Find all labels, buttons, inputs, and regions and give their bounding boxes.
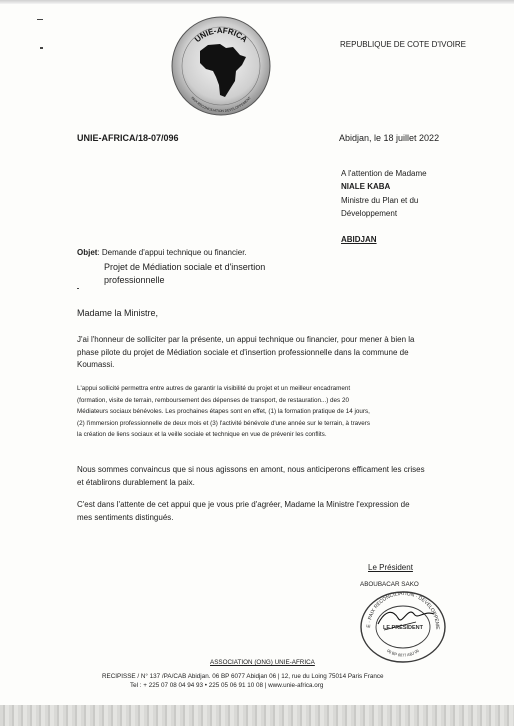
recipient-title-line1: Ministre du Plan et du [341, 196, 419, 205]
org-logo [170, 15, 272, 117]
paragraph-1: J'ai l'honneur de solliciter par la présente, un appui technique ou financier, pour mener à bien la phase pilote du projet de Médiation sociale et d'insertion professionnelle dans la commune de Koumassi. [77, 335, 415, 369]
svg-text:UNIE · PAIX RECONCILIATION · D [354, 584, 440, 630]
paragraph-4: C'est dans l'attente de cet appui que je vous prie d'agréer, Madame la Ministre l'expression de mes sentiments distingués. [77, 500, 410, 522]
recipient-city: ABIDJAN [341, 235, 377, 244]
official-stamp [354, 584, 452, 664]
logo-text: UNIE-AFRICA [192, 25, 250, 45]
svg-text:06 BP 6077 ABJ 06 [386, 648, 420, 658]
stamp-center-text: LE PRÉSIDENT [382, 625, 424, 631]
country-header: REPUBLIQUE DE COTE D'IVOIRE [340, 40, 466, 49]
footer-line2: Tel : + 225 07 08 04 94 93 • 225 05 06 91 10 08 | www.unie-africa.org [130, 682, 324, 689]
subject-line3: professionnelle [104, 275, 165, 285]
place-date: Abidjan, le 18 juillet 2022 [339, 133, 440, 143]
subject-line1: : Demande d'appui technique ou financier. [97, 248, 247, 257]
subject-label: Objet [77, 248, 98, 257]
salutation: Madame la Ministre, [77, 308, 159, 318]
scan-edge-top [0, 0, 514, 4]
paragraph-2: L'appui sollicité permettra entre autres de garantir la visibilité du projet et un meilleur encadrament (formation, visite de terrain, remboursement des dépenses de transport, de restauration...) des 20 Médiateurs sociaux bénévoles. Les prochaines étapes sont en effet, (1) la formation pratique de 14 jours, (2) l'immersion professionnelle de deux mois et (3) l'activité bénévole d'une année sur le terrain, à travers la création de liens sociaux et la veille sociale et technique en vue de prévenir les conflits. [77, 385, 371, 438]
signatory-name: ABOUBACAR SAKO [360, 581, 419, 588]
signature-scribble [378, 612, 434, 624]
scan-mark [37, 19, 43, 20]
subject-line2: Projet de Médiation sociale et d'insertion [104, 262, 266, 272]
scan-mark [40, 47, 43, 49]
stamp-bottom-text: 06 BP 6077 ABJ 06 [386, 648, 420, 658]
paragraph-3: Nous sommes convaincus que si nous agissons en amont, nous anticiperons efficament les crises et établirons durablement la paix. [77, 465, 425, 487]
signatory-role: Le Président [368, 563, 413, 572]
logo-ring-text: PAIX RECONCILIATION DEVELOPPEMENT [190, 95, 252, 114]
scan-edge-bottom [0, 705, 514, 726]
recipient-title-line2: Développement [341, 209, 398, 218]
footer-association: ASSOCIATION (ONG) UNIE-AFRICA [210, 659, 315, 666]
reference-number: UNIE-AFRICA/18-07/096 [77, 133, 179, 143]
subject [77, 247, 247, 258]
stamp-ring-text: E · PAIX RECONCILIATION · DEVELOPPEME [365, 590, 441, 630]
stray-mark [77, 288, 79, 289]
footer-line1: RECIPISSE / N° 137 /PA/CAB Abidjan. 06 BP 6077 Abidjan 06 | 12, rue du Loing 75014 Paris France [102, 673, 384, 680]
recipient-attention: A l'attention de Madame [341, 169, 427, 178]
recipient-name: NIALE KABA [341, 182, 391, 191]
